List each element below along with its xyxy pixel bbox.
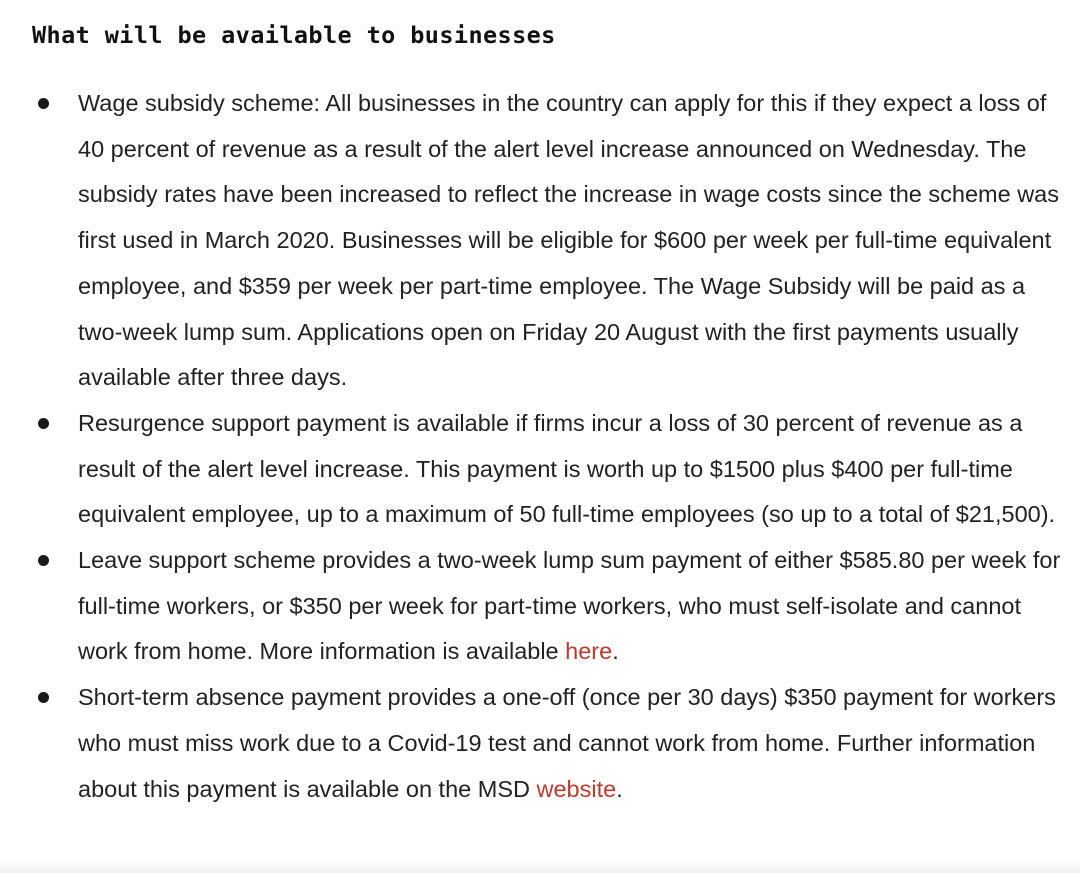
leave-support-text: Leave support scheme provides a two-week lump sum payment of either $585.80 per week for full-time workers, or $350 per week for part-time workers, who must self-isolate and cannot work from home. More information is available [78,547,1061,665]
here-link[interactable]: here [565,638,613,665]
short-term-absence-text: Short-term absence payment provides a one-off (once per 30 days) $350 payment for workers who must miss work due to a Covid-19 test and cannot work from home. Further information about this payment is available on the MSD [78,684,1056,802]
bullet-icon [38,555,49,566]
msd-website-link[interactable]: website [536,775,617,802]
wage-subsidy-text: Wage subsidy scheme: All businesses in the country can apply for this if they expect a loss of 40 percent of revenue as a result of the alert level increase announced on Wednesday. The subsidy rates have been increased to reflect the increase in wage costs since the scheme was first used in March 2020. Businesses will be eligible for $600 per week per full-time equivalent employee, and $359 per week per part-time employee. The Wage Subsidy will be paid as a two-week lump sum. Applications open on Friday 20 August with the first payments usually available after three days. [78,90,1059,391]
bullet-icon [38,418,49,429]
section-heading: What will be available to businesses [32,21,556,49]
resurgence-payment-text: Resurgence support payment is available if firms incur a loss of 30 percent of revenue as a result of the alert level increase. This payment is worth up to $1500 plus $400 per full-time equivalent employee, up to a maximum of 50 full-time employees (so up to a total of $21,500). [78,409,1056,528]
list-item-short-term-absence [0,675,1068,812]
list-item-resurgence-payment [0,401,1068,538]
bullet-icon [38,692,49,703]
bottom-edge-shadow [0,859,1080,873]
list-item-leave-support [0,538,1068,675]
short-term-absence-period: . [616,775,623,802]
bullet-icon [38,98,49,109]
list-item-wage-subsidy [0,81,1068,401]
leave-support-period: . [612,638,619,665]
support-list [0,81,1080,812]
